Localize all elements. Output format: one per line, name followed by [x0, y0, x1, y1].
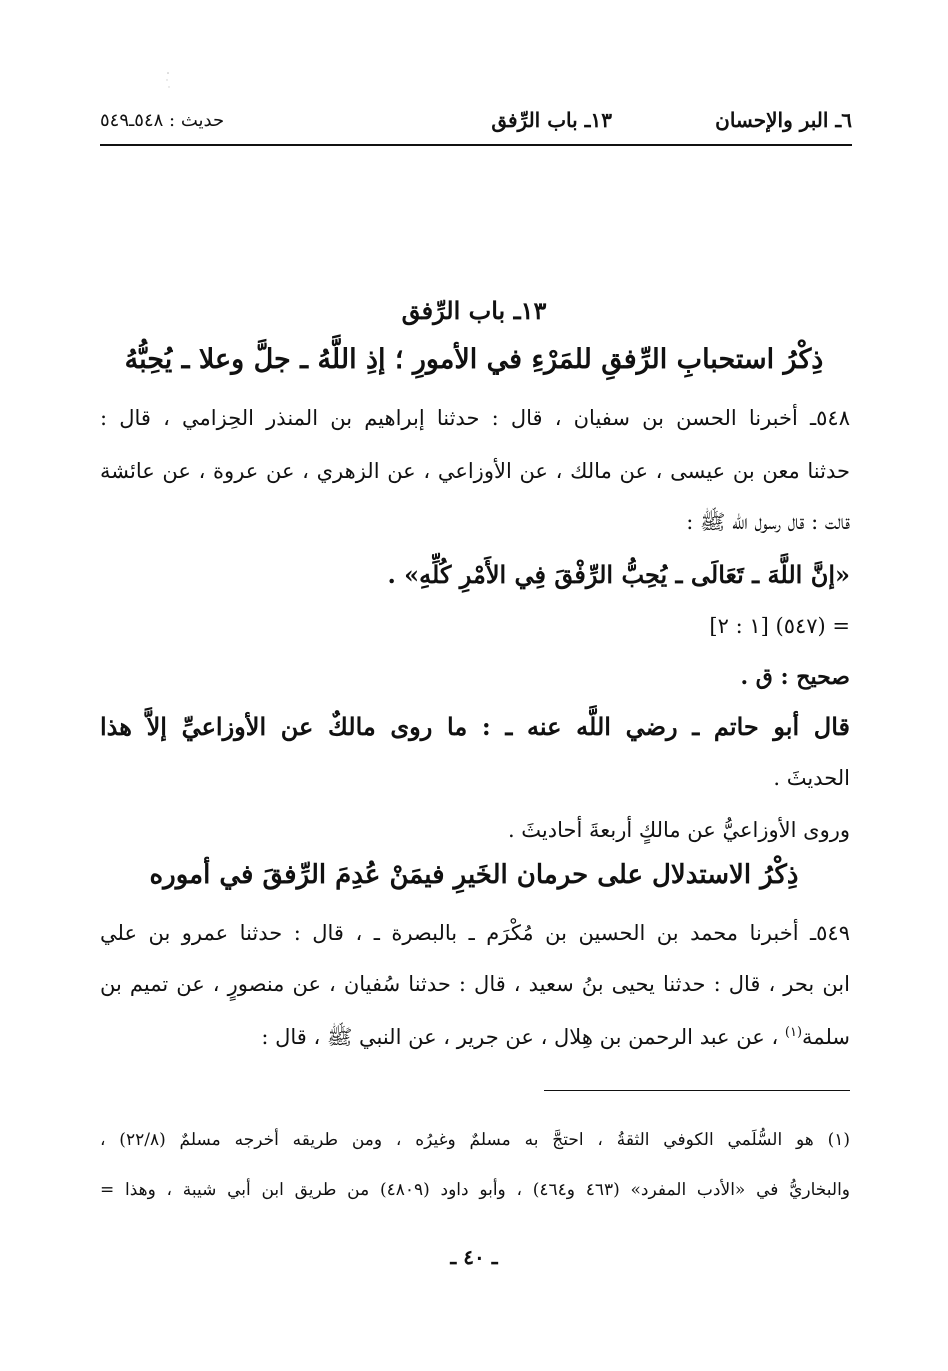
hadith-548-grade: صحيح : ق .	[740, 664, 850, 690]
footnote-separator	[544, 1090, 850, 1091]
hadith-549-line-1: ٥٤٩ـ أخبرنا محمد بن الحسين بن مُكْرَم ـ بالبصرة ـ ، قال : حدثنا عمرو بن علي	[100, 921, 850, 945]
section-title: ١٣ـ باب الرِّفق	[401, 296, 547, 325]
scan-speck-marks	[164, 70, 172, 90]
header-rule	[100, 144, 852, 146]
narrator-name: سلمة	[802, 1025, 850, 1049]
footnote-line-2: والبخاريُّ في «الأدب المفرد» (٤٦٣ و٤٦٤) ، وأبو داود (٤٨٠٩) من طريق ابن أبي شيبة ، وهذا =	[100, 1180, 851, 1200]
page-number: ـ ٤٠ ـ	[450, 1245, 498, 1269]
narration-note: وروى الأوزاعيُّ عن مالكٍ أربعةَ أحاديثَ .	[507, 818, 850, 842]
footnote-marker[interactable]: (١)	[784, 1025, 803, 1040]
header-hadith-range: حديث : ٥٤٨ـ٥٤٩	[100, 110, 225, 131]
hadith-548-reference: = (٥٤٧) [١ : ٢]	[709, 614, 850, 638]
header-section: ١٣ـ باب الرِّفق	[491, 108, 612, 132]
hadith-548-line-1: ٥٤٨ـ أخبرنا الحسن بن سفيان ، قال : حدثنا إبراهيم بن المنذر الحِزامي ، قال :	[100, 406, 850, 430]
chapter-heading-1: ذِكْرُ استحبابِ الرِّفقِ للمَرْءِ في الأمورِ ؛ إذِ اللَّهُ ـ جلَّ وعلا ـ يُحِبُّهُ	[124, 344, 824, 375]
hadith-549-line-3	[261, 1024, 850, 1055]
abu-hatim-line-2: الحديثَ .	[773, 766, 850, 790]
header-book-chapter: ٦ـ البر والإحسان	[715, 108, 852, 132]
hadith-548-quote: «إنَّ اللَّهَ ـ تَعَالَى ـ يُحِبُّ الرِّفْقَ فِي الأَمْرِ كُلِّهِ» .	[387, 560, 850, 589]
hadith-549-line-3-rest: ، عن عبد الرحمن بن هِلال ، عن جرير ، عن النبي ﷺ ، قال :	[261, 1025, 785, 1049]
hadith-549-line-2: ابن بحر ، قال : حدثنا يحيى بنُ سعيد ، قال : حدثنا سُفيان ، عن منصورٍ ، عن تميم بن	[100, 972, 850, 996]
chapter-heading-2: ذِكْرُ الاستدلال على حرمان الخَيرِ فيمَنْ عُدِمَ الرِّفقَ في أموره	[149, 860, 799, 890]
hadith-548-line-2: حدثنا معن بن عيسى ، عن مالك ، عن الأوزاعي ، عن الزهري ، عن عروة ، عن عائشة	[100, 459, 850, 483]
footnote-line-1: (١) هو السُّلَمي الكوفي الثقةُ ، احتجَّ به مسلمٌ وغيرُه ، ومن طريقه أخرجه مسلمٌ (٢٢/٨) ،	[100, 1130, 850, 1150]
abu-hatim-line-1: قال أبو حاتم ـ رضي اللَّه عنه ـ : ما روى مالكٌ عن الأوزاعيِّ إلاَّ هذا	[100, 712, 850, 741]
running-header	[100, 104, 852, 144]
hadith-548-line-3: قالت : قال رسول الله ﷺ :	[686, 510, 850, 534]
